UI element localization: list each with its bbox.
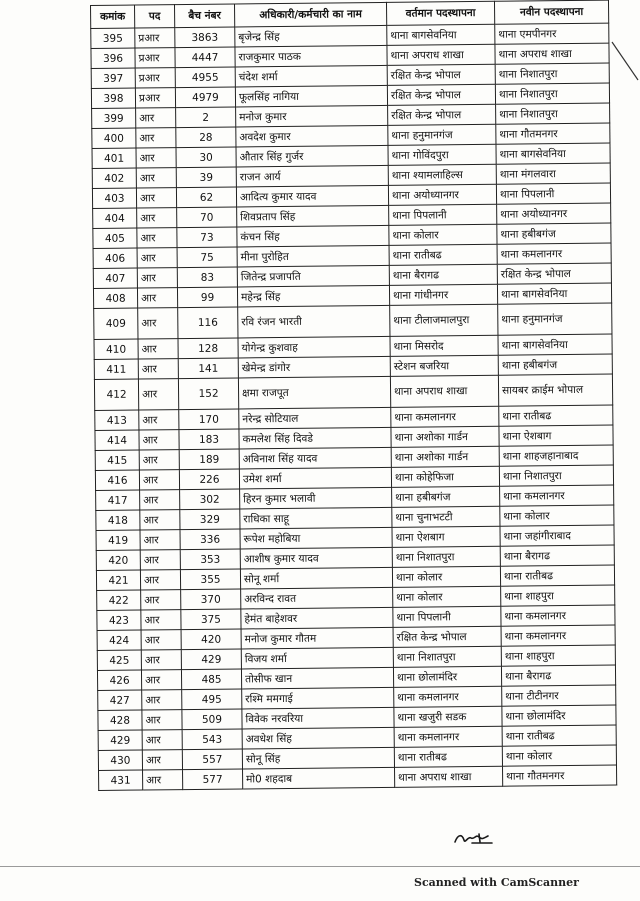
serial-cell: 409 <box>94 308 138 339</box>
rank-cell: प्रआर <box>135 48 175 68</box>
new-posting-cell: थाना कमलानगर <box>501 605 615 626</box>
name-cell: विवेक नरवरिया <box>242 707 394 729</box>
current-posting-cell: थाना अपराध शाखा <box>390 375 498 407</box>
name-cell: चंदेश शर्मा <box>235 65 387 87</box>
rank-cell: आर <box>141 610 181 630</box>
serial-cell: 413 <box>95 410 139 430</box>
new-posting-cell: थाना ऐशबाग <box>499 425 613 446</box>
name-cell: महेन्द्र सिंह <box>237 285 389 307</box>
name-cell: मनोज कुमार गौतम <box>241 627 393 649</box>
badge-cell: 30 <box>176 147 236 168</box>
badge-cell: 116 <box>178 307 238 339</box>
new-posting-cell: थाना शाहपुरा <box>501 645 615 666</box>
current-posting-cell: रक्षित केन्द्र भोपाल <box>393 626 501 647</box>
name-cell: कमलेश सिंह दिवडे <box>239 427 391 449</box>
badge-cell: 375 <box>181 609 241 630</box>
serial-cell: 428 <box>98 710 142 730</box>
new-posting-cell: थाना बागसेवनिया <box>498 334 612 355</box>
rank-cell: आर <box>138 308 178 339</box>
rank-cell: आर <box>141 630 181 650</box>
new-posting-cell: थाना कमलानगर <box>497 243 611 264</box>
new-posting-cell: थाना मंगलवारा <box>496 163 610 184</box>
current-posting-cell: थाना गांधीनगर <box>389 284 497 305</box>
badge-cell: 370 <box>181 589 241 610</box>
rank-cell: आर <box>136 168 176 188</box>
name-cell: रूपेश महोबिया <box>240 527 392 549</box>
current-posting-cell: थाना चुनाभटटी <box>392 506 500 527</box>
serial-cell: 415 <box>95 450 139 470</box>
badge-cell: 509 <box>182 709 242 730</box>
signature <box>452 828 498 850</box>
new-posting-cell: थाना रातीबढ <box>499 405 613 426</box>
current-posting-cell: थाना निशातपुरा <box>392 546 500 567</box>
serial-cell: 416 <box>95 470 139 490</box>
badge-cell: 62 <box>176 187 236 208</box>
name-cell: औतार सिंह गुर्जर <box>236 145 388 167</box>
name-cell: राजन आर्य <box>236 165 388 187</box>
page-edge-mark <box>610 40 640 180</box>
table-row <box>99 765 617 790</box>
header-new-posting: नवीन पदस्थापना <box>494 0 608 24</box>
badge-cell: 4447 <box>175 47 235 68</box>
serial-cell: 406 <box>93 248 137 268</box>
name-cell: अवदेश कुमार <box>236 125 388 147</box>
rank-cell: आर <box>139 450 179 470</box>
new-posting-cell: थाना निशातपुरा <box>495 63 609 84</box>
badge-cell: 577 <box>183 769 243 790</box>
serial-cell: 407 <box>93 268 137 288</box>
name-cell: शिवप्रताप सिंह <box>237 205 389 227</box>
rank-cell: आर <box>140 530 180 550</box>
badge-cell: 141 <box>178 358 238 379</box>
serial-cell: 408 <box>93 288 137 308</box>
badge-cell: 557 <box>182 749 242 770</box>
new-posting-cell: रक्षित केन्द्र भोपाल <box>497 263 611 284</box>
new-posting-cell: थाना गौतमनगर <box>496 123 610 144</box>
current-posting-cell: थाना निशातपुरा <box>393 646 501 667</box>
badge-cell: 128 <box>178 338 238 359</box>
new-posting-cell: थाना हबीबगंज <box>497 223 611 244</box>
name-cell: कंचन सिंह <box>237 225 389 247</box>
name-cell: मनोज कुमार <box>236 105 388 127</box>
rank-cell: आर <box>142 730 182 750</box>
new-posting-cell: थाना निशातपुरा <box>496 103 610 124</box>
badge-cell: 302 <box>180 489 240 510</box>
new-posting-cell: थाना पिपलानी <box>496 183 610 204</box>
badge-cell: 152 <box>178 378 238 410</box>
name-cell: मीना पुरोहित <box>237 245 389 267</box>
current-posting-cell: थाना कोलार <box>389 224 497 245</box>
rank-cell: आर <box>141 590 181 610</box>
header-current-posting: वर्तमान पदस्थापना <box>386 1 494 25</box>
badge-cell: 3863 <box>175 27 235 48</box>
current-posting-cell: थाना कमलानगर <box>391 406 499 427</box>
rank-cell: आर <box>140 510 180 530</box>
badge-cell: 170 <box>179 409 239 430</box>
serial-cell: 398 <box>91 88 135 108</box>
badge-cell: 429 <box>181 649 241 670</box>
badge-cell: 189 <box>179 449 239 470</box>
current-posting-cell: थाना मिसरोद <box>390 335 498 356</box>
rank-cell: आर <box>138 339 178 359</box>
current-posting-cell: थाना बैरागढ <box>389 264 497 285</box>
serial-cell: 420 <box>96 550 140 570</box>
new-posting-cell: थाना छोलामंदिर <box>502 705 616 726</box>
new-posting-cell: थाना कमलानगर <box>500 485 614 506</box>
serial-cell: 430 <box>98 750 142 770</box>
scanner-watermark: Scanned with CamScanner <box>414 876 579 889</box>
serial-cell: 399 <box>92 108 136 128</box>
badge-cell: 39 <box>176 167 236 188</box>
current-posting-cell: थाना कमलानगर <box>394 686 502 707</box>
serial-cell: 412 <box>94 379 138 410</box>
rank-cell: आर <box>137 208 177 228</box>
current-posting-cell: थाना छोलामंदिर <box>393 666 501 687</box>
header-name: अधिकारी/कर्मचारी का नाम <box>234 2 386 27</box>
name-cell: सोनू सिंह <box>242 747 394 769</box>
table-body <box>91 23 617 790</box>
new-posting-cell: थाना एमपीनगर <box>495 23 609 44</box>
serial-cell: 401 <box>92 148 136 168</box>
rank-cell: आर <box>140 570 180 590</box>
new-posting-cell: थाना निशातपुरा <box>499 465 613 486</box>
badge-cell: 2 <box>176 107 236 128</box>
rank-cell: आर <box>142 690 182 710</box>
new-posting-cell: सायबर क्राईम भोपाल <box>498 374 612 406</box>
current-posting-cell: थाना पिपलानी <box>389 204 497 225</box>
name-cell: मो0 शहदाब <box>243 767 395 789</box>
current-posting-cell: थाना अयोध्यानगर <box>388 184 496 205</box>
current-posting-cell: थाना श्यामलाहिल्स <box>388 164 496 185</box>
badge-cell: 83 <box>177 267 237 288</box>
badge-cell: 495 <box>182 689 242 710</box>
rank-cell: आर <box>139 430 179 450</box>
new-posting-cell: थाना जहांगीराबाद <box>500 525 614 546</box>
name-cell: राजकुमार पाठक <box>235 45 387 67</box>
badge-cell: 183 <box>179 429 239 450</box>
serial-cell: 414 <box>95 430 139 450</box>
new-posting-cell: थाना शाहपुरा <box>501 585 615 606</box>
current-posting-cell: थाना हनुमानगंज <box>388 124 496 145</box>
name-cell: अरविन्द रावत <box>241 587 393 609</box>
rank-cell: आर <box>141 670 181 690</box>
new-posting-cell: थाना अयोध्यानगर <box>497 203 611 224</box>
new-posting-cell: थाना कोलार <box>500 505 614 526</box>
serial-cell: 427 <box>98 690 142 710</box>
rank-cell: आर <box>142 710 182 730</box>
serial-cell: 395 <box>91 28 135 48</box>
current-posting-cell: थाना हबीबगंज <box>392 486 500 507</box>
name-cell: फूलसिंह नागिया <box>235 85 387 107</box>
name-cell: खेमेन्द्र डांगोर <box>238 356 390 378</box>
current-posting-cell: रक्षित केन्द्र भोपाल <box>387 64 495 85</box>
rank-cell: आर <box>140 550 180 570</box>
new-posting-cell: थाना रातीबढ <box>500 565 614 586</box>
new-posting-cell: थाना शाहजहानाबाद <box>499 445 613 466</box>
name-cell: राधिका साहू <box>240 507 392 529</box>
serial-cell: 405 <box>93 228 137 248</box>
name-cell: हेमंत बाहेशवर <box>241 607 393 629</box>
new-posting-cell: थाना टीटीनगर <box>502 685 616 706</box>
rank-cell: प्रआर <box>135 28 175 48</box>
serial-cell: 426 <box>97 670 141 690</box>
badge-cell: 75 <box>177 247 237 268</box>
serial-cell: 410 <box>94 339 138 359</box>
serial-cell: 396 <box>91 48 135 68</box>
header-rank: पद <box>135 5 175 28</box>
current-posting-cell: थाना कोलार <box>393 586 501 607</box>
serial-cell: 402 <box>92 168 136 188</box>
rank-cell: आर <box>139 410 179 430</box>
new-posting-cell: थाना बागसेवनिया <box>496 143 610 164</box>
current-posting-cell: थाना खजुरी सडक <box>394 706 502 727</box>
badge-cell: 329 <box>180 509 240 530</box>
name-cell: रवि रंजन भारती <box>238 305 390 338</box>
name-cell: उमेश शर्मा <box>239 467 391 489</box>
badge-cell: 353 <box>180 549 240 570</box>
name-cell: अवधेश सिंह <box>242 727 394 749</box>
rank-cell: आर <box>137 248 177 268</box>
name-cell: योगेन्द्र कुशवाह <box>238 336 390 358</box>
rank-cell: आर <box>137 228 177 248</box>
name-cell: अविनाश सिंह यादव <box>239 447 391 469</box>
current-posting-cell: स्टेशन बजरिया <box>390 355 498 376</box>
badge-cell: 4979 <box>175 87 235 108</box>
current-posting-cell: थाना कमलानगर <box>394 726 502 747</box>
rank-cell: आर <box>143 770 183 790</box>
current-posting-cell: थाना बागसेवनिया <box>387 24 495 45</box>
current-posting-cell: थाना कोहेफिजा <box>391 466 499 487</box>
current-posting-cell: थाना अपराध शाखा <box>387 44 495 65</box>
serial-cell: 403 <box>92 188 136 208</box>
name-cell: क्षमा राजपूत <box>238 376 390 409</box>
current-posting-cell: थाना ऐशबाग <box>392 526 500 547</box>
rank-cell: आर <box>137 288 177 308</box>
badge-cell: 485 <box>181 669 241 690</box>
header-serial: कमांक <box>91 5 135 28</box>
serial-cell: 424 <box>97 630 141 650</box>
transfer-roster-table <box>90 0 617 791</box>
rank-cell: आर <box>141 650 181 670</box>
current-posting-cell: रक्षित केन्द्र भोपाल <box>387 84 495 105</box>
name-cell: तोसीफ खान <box>241 667 393 689</box>
rank-cell: प्रआर <box>135 68 175 88</box>
rank-cell: प्रआर <box>135 88 175 108</box>
serial-cell: 418 <box>96 510 140 530</box>
current-posting-cell: थाना अपराध शाखा <box>394 766 502 787</box>
new-posting-cell: थाना रातीबढ <box>502 725 616 746</box>
serial-cell: 431 <box>99 770 143 790</box>
name-cell: विजय शर्मा <box>241 647 393 669</box>
name-cell: नरेन्द्र सोटियाल <box>239 407 391 429</box>
badge-cell: 73 <box>177 227 237 248</box>
name-cell: रश्मि ममगाई <box>242 687 394 709</box>
name-cell: आशीष कुमार यादव <box>240 547 392 569</box>
current-posting-cell: थाना अशोका गार्डन <box>391 426 499 447</box>
new-posting-cell: थाना निशातपुरा <box>495 83 609 104</box>
new-posting-cell: थाना बैरागढ <box>501 665 615 686</box>
rank-cell: आर <box>136 128 176 148</box>
rank-cell: आर <box>138 379 178 410</box>
badge-cell: 226 <box>179 469 239 490</box>
current-posting-cell: थाना रातीबढ <box>389 244 497 265</box>
current-posting-cell: थाना कोलार <box>392 566 500 587</box>
rank-cell: आर <box>142 750 182 770</box>
new-posting-cell: थाना बैरागढ <box>500 545 614 566</box>
rank-cell: आर <box>136 148 176 168</box>
rank-cell: आर <box>136 188 176 208</box>
current-posting-cell: थाना अशोका गार्डन <box>391 446 499 467</box>
name-cell: जितेन्द्र प्रजापति <box>237 265 389 287</box>
serial-cell: 400 <box>92 128 136 148</box>
new-posting-cell: थाना कमलानगर <box>501 625 615 646</box>
serial-cell: 404 <box>93 208 137 228</box>
badge-cell: 420 <box>181 629 241 650</box>
new-posting-cell: थाना अपराध शाखा <box>495 43 609 64</box>
current-posting-cell: थाना गोविंदपुरा <box>388 144 496 165</box>
serial-cell: 423 <box>97 610 141 630</box>
name-cell: सोनू शर्मा <box>240 567 392 589</box>
serial-cell: 421 <box>96 570 140 590</box>
rank-cell: आर <box>137 268 177 288</box>
name-cell: हिरन कुमार भलावी <box>240 487 392 509</box>
current-posting-cell: थाना रातीबढ <box>394 746 502 767</box>
rank-cell: आर <box>139 470 179 490</box>
new-posting-cell: थाना कोलार <box>502 745 616 766</box>
badge-cell: 28 <box>176 127 236 148</box>
serial-cell: 429 <box>98 730 142 750</box>
scan-divider <box>0 866 640 867</box>
badge-cell: 99 <box>177 287 237 308</box>
badge-cell: 543 <box>182 729 242 750</box>
rank-cell: आर <box>140 490 180 510</box>
new-posting-cell: थाना हनुमानगंज <box>498 303 612 335</box>
serial-cell: 422 <box>97 590 141 610</box>
name-cell: बृजेन्द्र सिंह <box>235 25 387 47</box>
badge-cell: 70 <box>177 207 237 228</box>
serial-cell: 417 <box>96 490 140 510</box>
current-posting-cell: रक्षित केन्द्र भोपाल <box>388 104 496 125</box>
rank-cell: आर <box>138 359 178 379</box>
new-posting-cell: थाना बागसेवनिया <box>497 283 611 304</box>
serial-cell: 425 <box>97 650 141 670</box>
current-posting-cell: थाना पिपलानी <box>393 606 501 627</box>
current-posting-cell: थाना टीलाजमालपुरा <box>390 304 498 336</box>
badge-cell: 336 <box>180 529 240 550</box>
badge-cell: 4955 <box>175 67 235 88</box>
header-badge-number: बैच नंबर <box>175 4 235 28</box>
name-cell: आदित्य कुमार यादव <box>236 185 388 207</box>
serial-cell: 411 <box>94 359 138 379</box>
new-posting-cell: थाना हबीबगंज <box>498 354 612 375</box>
rank-cell: आर <box>136 108 176 128</box>
serial-cell: 419 <box>96 530 140 550</box>
serial-cell: 397 <box>91 68 135 88</box>
new-posting-cell: थाना गौतमनगर <box>502 765 616 786</box>
badge-cell: 355 <box>180 569 240 590</box>
